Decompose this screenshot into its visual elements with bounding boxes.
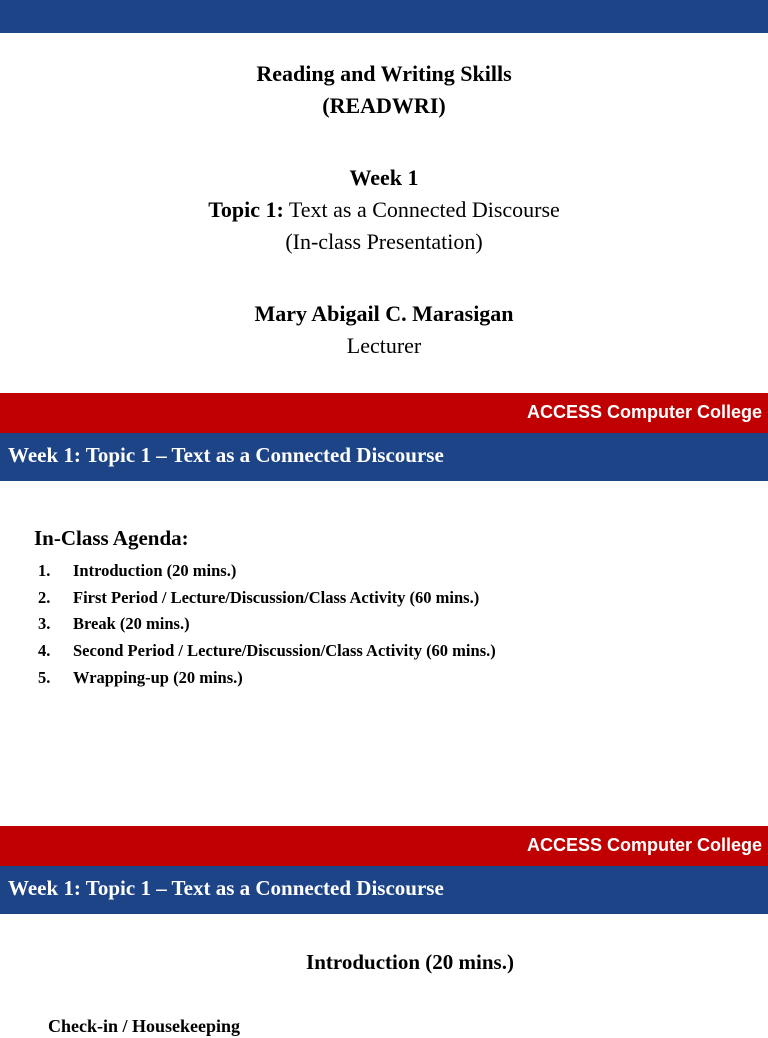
week-label: Week 1	[349, 165, 419, 190]
list-item-number: 3.	[38, 614, 51, 634]
topic-label: Topic 1:	[208, 197, 284, 222]
section-title-bar	[0, 433, 768, 481]
list-item-text: First Period / Lecture/Discussion/Class Activity (60 mins.)	[73, 587, 480, 607]
lecturer-name: Mary Abigail C. Marasigan	[254, 301, 514, 326]
lecturer-role: Lecturer	[346, 333, 422, 358]
list-item-text: Introduction (20 mins.)	[73, 561, 237, 580]
list-item	[38, 665, 496, 692]
section-title: Week 1: Topic 1 – Text as a Connected Discourse	[8, 443, 444, 467]
course-code: (READWRI)	[322, 93, 446, 118]
agenda-list	[38, 558, 496, 691]
list-item-number: 5.	[38, 667, 51, 687]
presentation-note: (In-class Presentation)	[285, 229, 483, 254]
topic-text: Text as a Connected Discourse	[283, 197, 560, 222]
section-title-bar-2	[0, 866, 768, 914]
list-item-number: 4.	[38, 641, 51, 661]
brand-bar	[0, 393, 768, 433]
topic-line	[0, 194, 768, 226]
list-item	[38, 638, 496, 665]
agenda-heading: In-Class Agenda:	[34, 526, 189, 550]
list-item-text: Second Period / Lecture/Discussion/Class Activity (60 mins.)	[73, 641, 496, 661]
intro-heading: Introduction (20 mins.)	[306, 950, 514, 974]
list-item-text: Break (20 mins.)	[73, 614, 190, 634]
section-title-2: Week 1: Topic 1 – Text as a Connected Discourse	[8, 876, 444, 900]
top-header-bar	[0, 0, 768, 33]
list-item	[38, 558, 496, 585]
list-item-number: 1.	[38, 561, 51, 580]
partial-text: Check-in / Housekeeping	[48, 1016, 241, 1036]
brand-text: ACCESS Computer College	[526, 402, 762, 422]
list-item-number: 2.	[38, 587, 51, 607]
list-item-text: Wrapping-up (20 mins.)	[73, 667, 243, 687]
brand-bar-2	[0, 826, 768, 866]
list-item	[38, 611, 496, 638]
course-title: Reading and Writing Skills	[256, 61, 512, 86]
brand-text-2: ACCESS Computer College	[526, 835, 762, 855]
list-item	[38, 585, 496, 612]
